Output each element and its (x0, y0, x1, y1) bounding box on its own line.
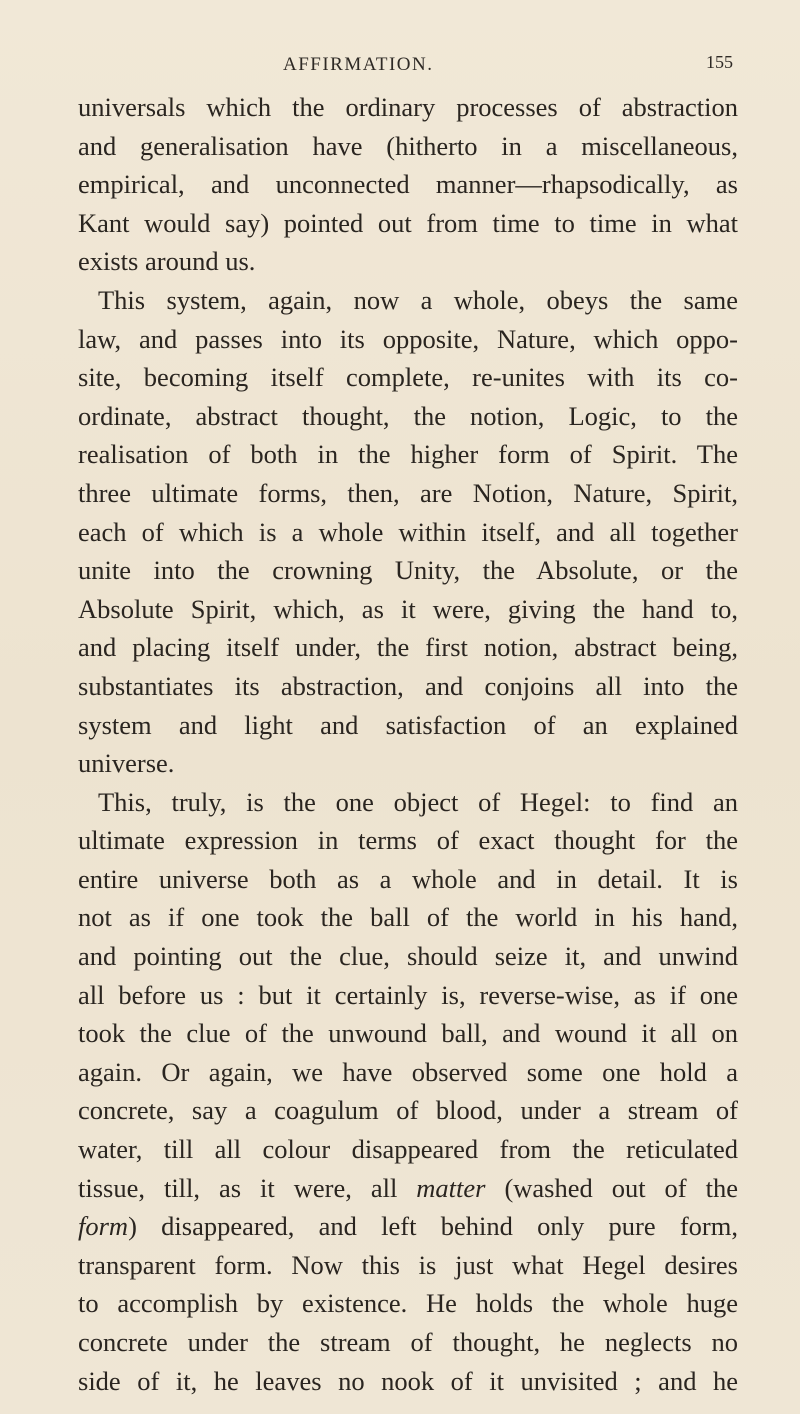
text-line: again. Or again, we have observed some one hold a (78, 1056, 738, 1087)
text-line: realisation of both in the higher form of Spirit. The (78, 439, 738, 470)
text-line: law, and passes into its opposite, Nature, which oppo- (78, 323, 738, 354)
text-line: Absolute Spirit, which, as it were, giving the hand to, (78, 593, 738, 624)
text-line: ultimate expression in terms of exact thought for the (78, 825, 738, 856)
text-line: concrete under the stream of thought, he neglects no (78, 1327, 738, 1357)
running-head: AFFIRMATION. (283, 54, 434, 75)
body-text (78, 88, 738, 1400)
text-line: transparent form. Now this is just what Hegel desires (78, 1249, 738, 1280)
text-line: exists around us. (78, 246, 256, 277)
text-line: all before us : but it certainly is, reverse-wise, as if one (78, 979, 738, 1010)
text-line: and pointing out the clue, should seize it, and unwind (78, 941, 738, 972)
paragraph-start-line: This, truly, is the one object of Hegel: to find an (98, 786, 738, 817)
text-line: to accomplish by existence. He holds the whole huge (78, 1288, 738, 1319)
text-line: substantiates its abstraction, and conjoins all into the (78, 670, 738, 701)
text-line: three ultimate forms, then, are Notion, Nature, Spirit, (78, 477, 738, 508)
text-line: ordinate, abstract thought, the notion, Logic, to the (78, 400, 738, 431)
text-line: system and light and satisfaction of an explained (78, 709, 738, 740)
text-line: concrete, say a coagulum of blood, under a stream of (78, 1095, 738, 1126)
text-line: site, becoming itself complete, re-unites with its co- (78, 362, 738, 393)
text-line (78, 1207, 738, 1246)
text-line: side of it, he leaves no nook of it unvisited ; and he (78, 1365, 738, 1396)
paragraph-start-line: This system, again, now a whole, obeys the same (98, 284, 738, 315)
text-line: each of which is a whole within itself, and all together (78, 516, 738, 547)
text-line: unite into the crowning Unity, the Absolute, or the (78, 555, 738, 586)
text-segment: tissue, till, as it were, all (78, 1172, 417, 1203)
text-line: water, till all colour disappeared from the reticulated (78, 1134, 738, 1165)
text-line: and placing itself under, the first notion, abstract being, (78, 632, 738, 663)
text-line (78, 1169, 738, 1208)
text-line: Kant would say) pointed out from time to time in what (78, 207, 738, 238)
page-number: 155 (706, 52, 733, 72)
text-line: universe. (78, 748, 175, 779)
text-line: and generalisation have (hitherto in a miscellaneous, (78, 130, 738, 161)
italic-word: matter (416, 1172, 486, 1203)
text-line: took the clue of the unwound ball, and wound it all on (78, 1018, 738, 1049)
text-line: empirical, and unconnected manner—rhapsodically, as (78, 169, 738, 200)
italic-word: form (78, 1211, 129, 1242)
page-header (0, 54, 800, 78)
text-line: universals which the ordinary processes of abstraction (78, 92, 738, 122)
text-segment: (washed out of the (485, 1172, 738, 1203)
text-line: not as if one took the ball of the world in his hand, (78, 902, 738, 933)
text-segment: ) disappeared, and left behind only pure form, (128, 1211, 738, 1242)
text-line: entire universe both as a whole and in detail. It is (78, 863, 738, 894)
